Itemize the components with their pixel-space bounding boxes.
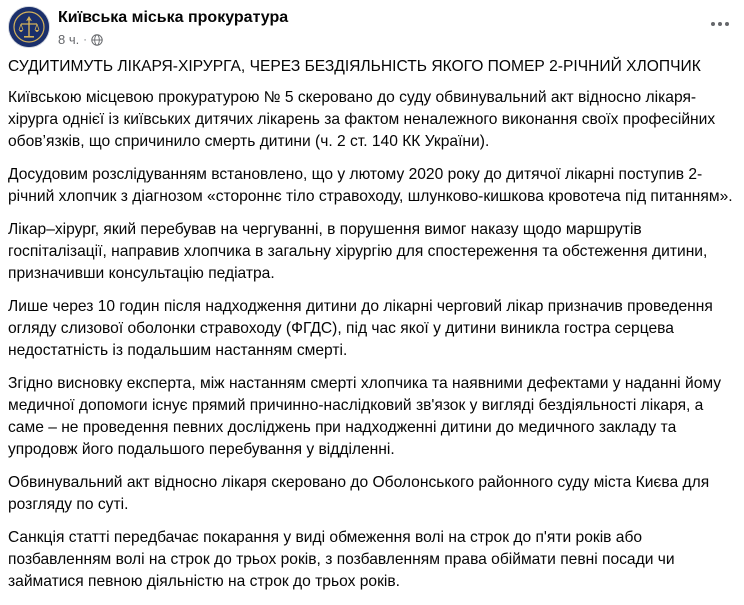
globe-icon[interactable] — [91, 34, 103, 46]
post-headline: СУДИТИМУТЬ ЛІКАРЯ-ХІРУРГА, ЧЕРЕЗ БЕЗДІЯЛЬНІСТЬ ЯКОГО ПОМЕР 2-РІЧНИЙ ХЛОПЧИК — [8, 58, 701, 75]
page-avatar[interactable] — [8, 6, 50, 48]
post-meta — [58, 32, 103, 47]
post-paragraph: Досудовим розслідуванням встановлено, що у лютому 2020 року до дитячої лікарні поступив 2-річний хлопчик з діагнозом «стороннє тіло стравоходу, шлунково-кишкова кровотеча під питанням». — [8, 166, 733, 205]
post-paragraph: Київською місцевою прокуратурою № 5 скеровано до суду обвинувальний акт відносно лікаря-хірурга однієї із київських дитячих лікарень за фактом неналежного виконання своїх професійних обов’язків, що спричинило смерть дитини (ч. 2 ст. 140 КК України). — [8, 89, 716, 150]
separator-dot: · — [83, 33, 87, 46]
post-paragraph: Згідно висновку експерта, між настанням смерті хлопчика та наявними дефектами у наданні йому медичної допомоги існує прямий причинно-наслідковий зв'язок у вигляді бездіяльності лікаря, а саме – не проведення певних досліджень при надходженні дитини до медичного закладу та упродовж його подальшого перебування у відділенні. — [8, 375, 722, 458]
post-header — [8, 6, 736, 52]
post-paragraph: Лише через 10 годин після надходження дитини до лікарні черговий лікар призначив проведення огляду слизової оболонки стравоходу (ФГДС), під час якої у дитини виникла гостра серцева недостатність із подальшим настанням смерті. — [8, 298, 713, 359]
page-name-link[interactable]: Київська міська прокуратура — [58, 9, 289, 26]
post-paragraph: Санкція статті передбачає покарання у виді обмеження волі на строк до п'яти років або позбавленням волі на строк до трьох років, з позбавленням права обіймати певні посади чи займатися певною діяльністю на строк до трьох років. — [8, 529, 675, 590]
post-body — [8, 56, 736, 604]
post-paragraph: Обвинувальний акт відносно лікаря скеровано до Оболонського районного суду міста Києва для розгляду по суті. — [8, 474, 710, 513]
more-options-icon[interactable] — [706, 14, 734, 34]
post-timestamp[interactable]: 8 ч. — [58, 32, 80, 47]
prosecutor-emblem-icon — [9, 7, 49, 47]
post-paragraph: Лікар–хірург, який перебував на чергуванні, в порушення вимог наказу щодо маршрутів госпіталізації, направив хлопчика в загальну хірургію для спостереження та обстеження дитини, призначивши консультацію педіатра. — [8, 221, 708, 282]
